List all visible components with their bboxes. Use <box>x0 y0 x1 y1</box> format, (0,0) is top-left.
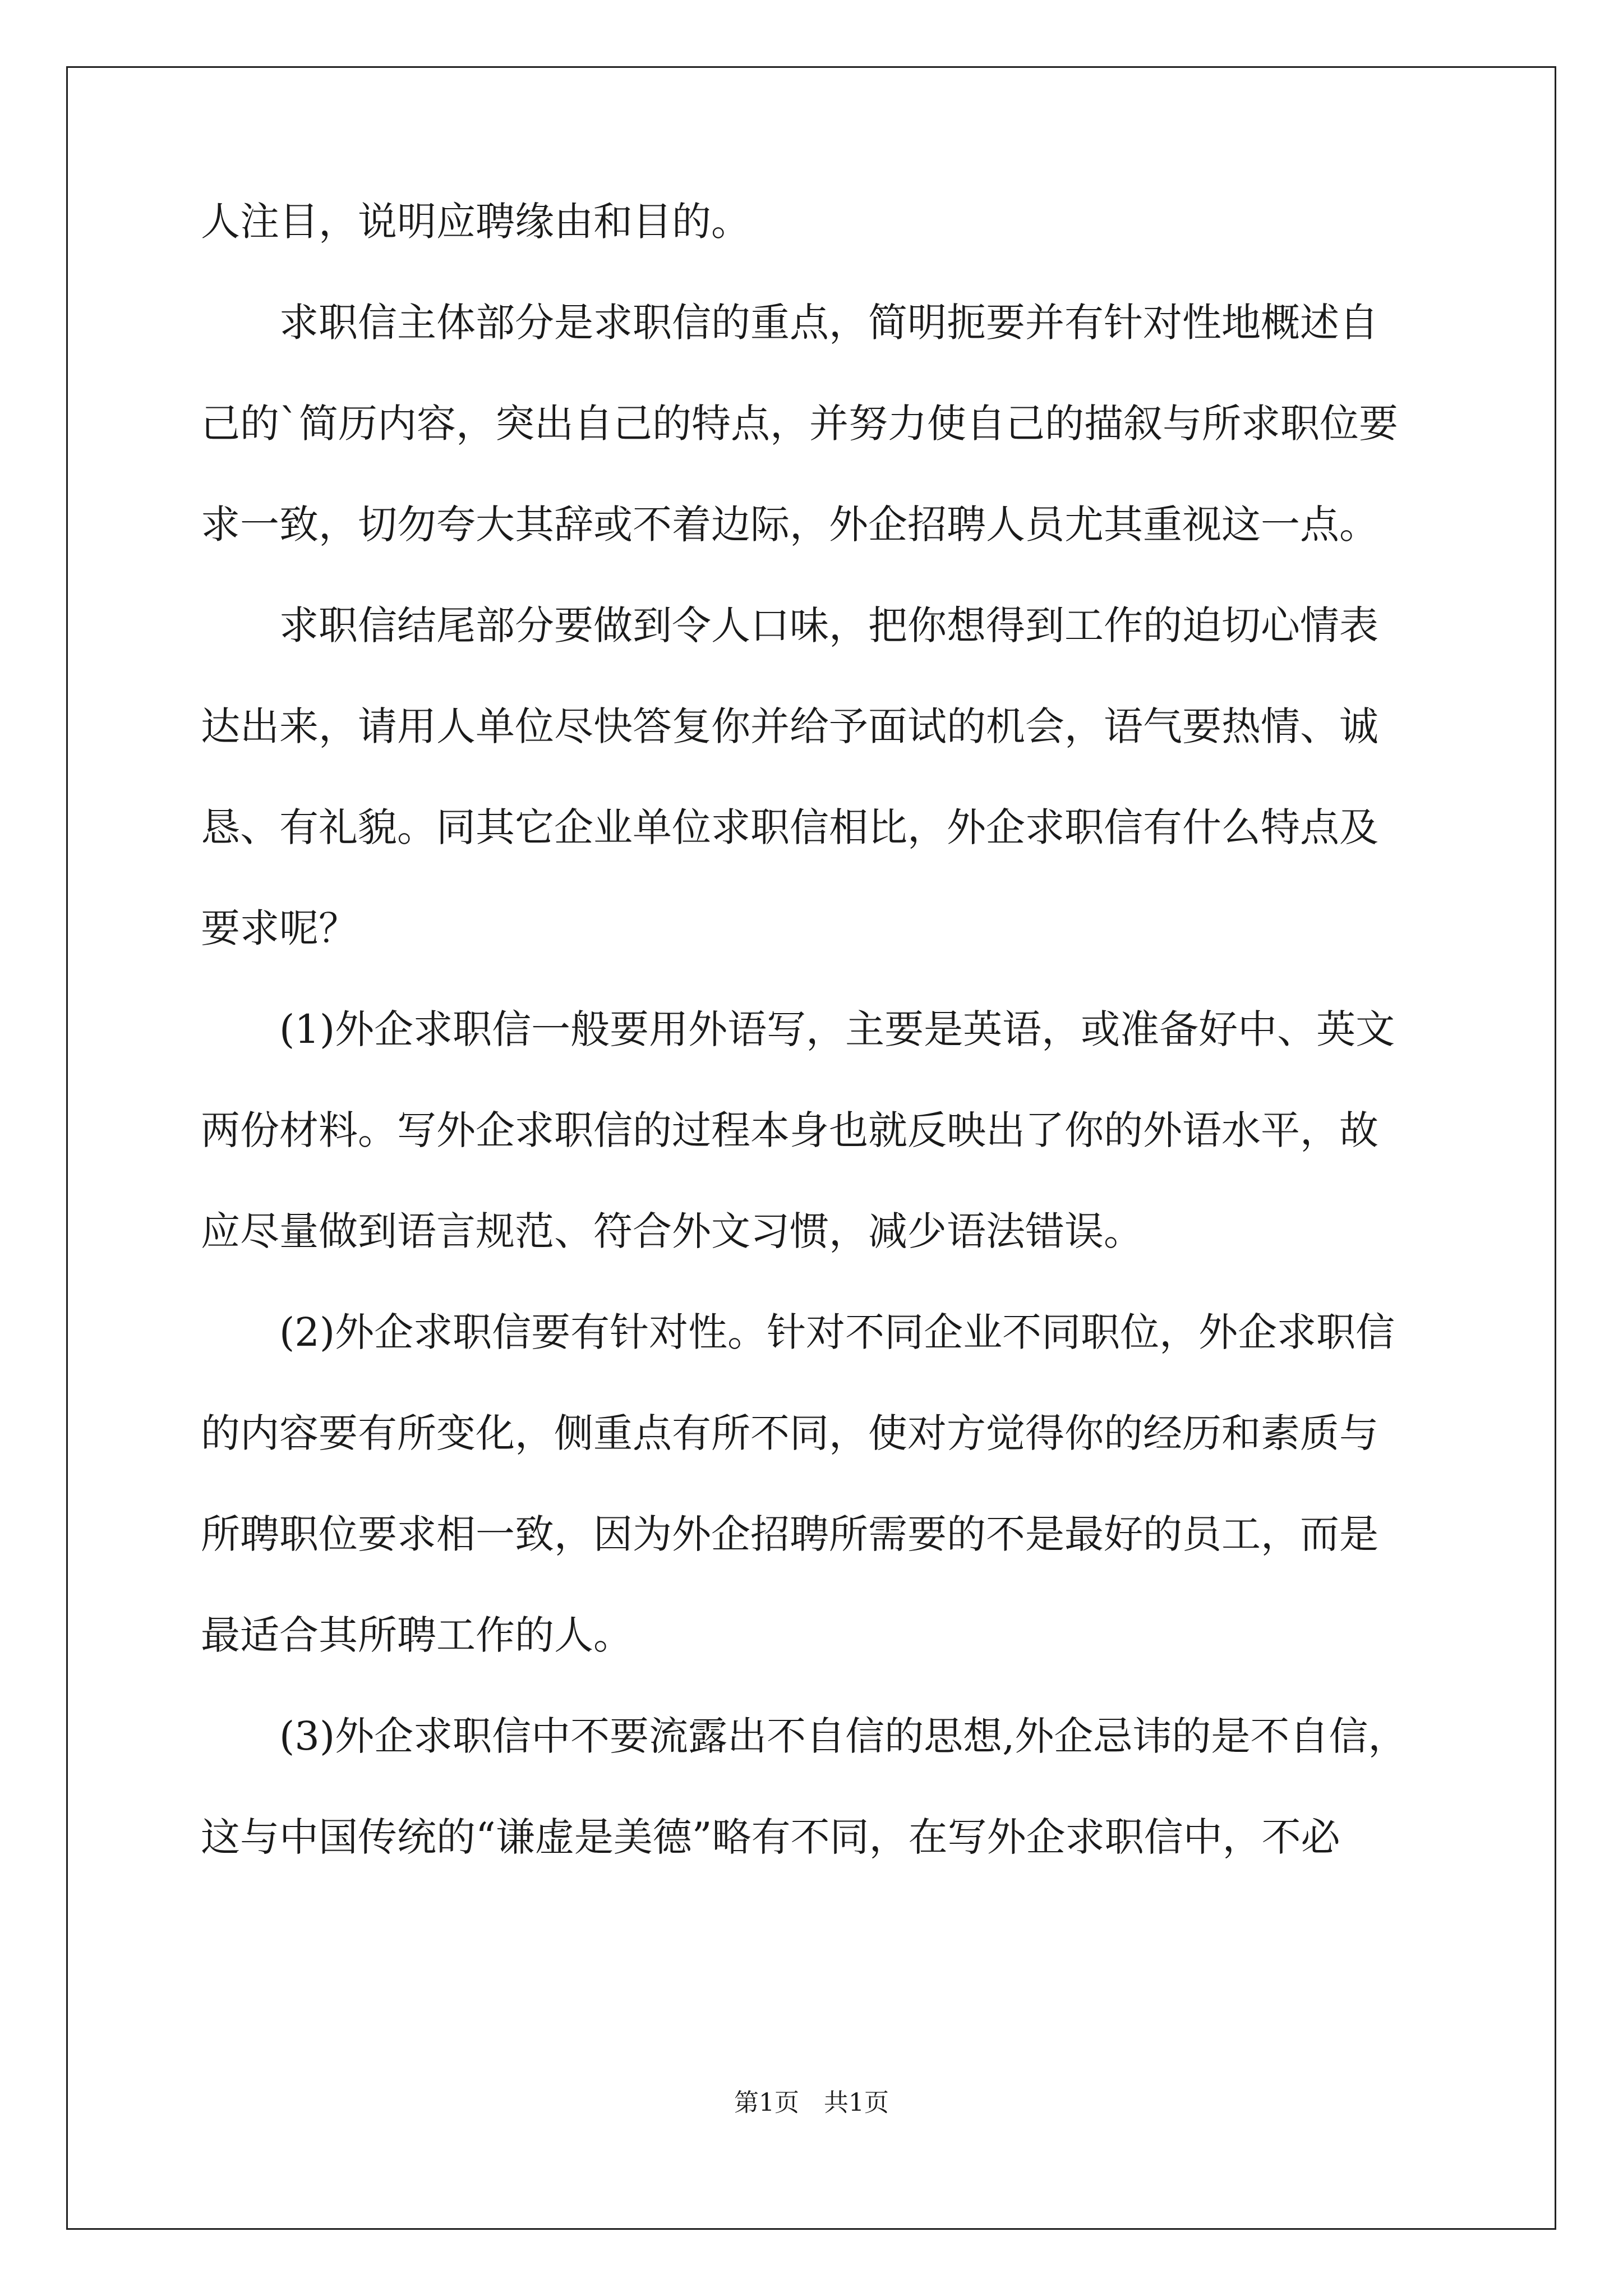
text-line-15: 最适合其所聘工作的人。 <box>201 1612 633 1658</box>
text-line-5: 求职信结尾部分要做到令人口味，把你想得到工作的迫切心情表 <box>201 602 1378 648</box>
page-footer: 第1页 共1页 <box>734 2088 889 2117</box>
text-line-1: 人注目，说明应聘缘由和目的。 <box>201 199 750 245</box>
text-line-13: 的内容要有所变化，侧重点有所不同，使对方觉得你的经历和素质与 <box>201 1410 1378 1456</box>
text-line-8: 要求呢？ <box>201 905 358 951</box>
text-line-2: 求职信主体部分是求职信的重点，简明扼要并有针对性地概述自 <box>201 300 1378 346</box>
text-line-16: (3)外企求职信中不要流露出不自信的思想,外企忌讳的是不自信， <box>201 1713 1408 1759</box>
text-line-9: (1)外企求职信一般要用外语写，主要是英语，或准备好中、英文 <box>201 1006 1395 1052</box>
text-line-10: 两份材料。写外企求职信的过程本身也就反映出了你的外语水平，故 <box>201 1107 1378 1153</box>
text-line-12: (2)外企求职信要有针对性。针对不同企业不同职位，外企求职信 <box>201 1309 1395 1355</box>
text-line-14: 所聘职位要求相一致，因为外企招聘所需要的不是最好的员工，而是 <box>201 1511 1378 1557</box>
text-line-4: 求一致，切勿夸大其辞或不着边际，外企招聘人员尤其重视这一点。 <box>201 501 1378 547</box>
text-line-6: 达出来，请用人单位尽快答复你并给予面试的机会，语气要热情、诚 <box>201 703 1378 749</box>
text-line-17: 这与中国传统的“谦虚是美德”略有不同，在写外企求职信中，不必 <box>201 1814 1340 1860</box>
text-line-7: 恳、有礼貌。同其它企业单位求职信相比，外企求职信有什么特点及 <box>201 804 1378 850</box>
text-line-11: 应尽量做到语言规范、符合外文习惯，减少语法错误。 <box>201 1208 1143 1254</box>
text-line-3: 己的`简历内容，突出自己的特点，并努力使自己的描叙与所求职位要 <box>201 401 1398 447</box>
